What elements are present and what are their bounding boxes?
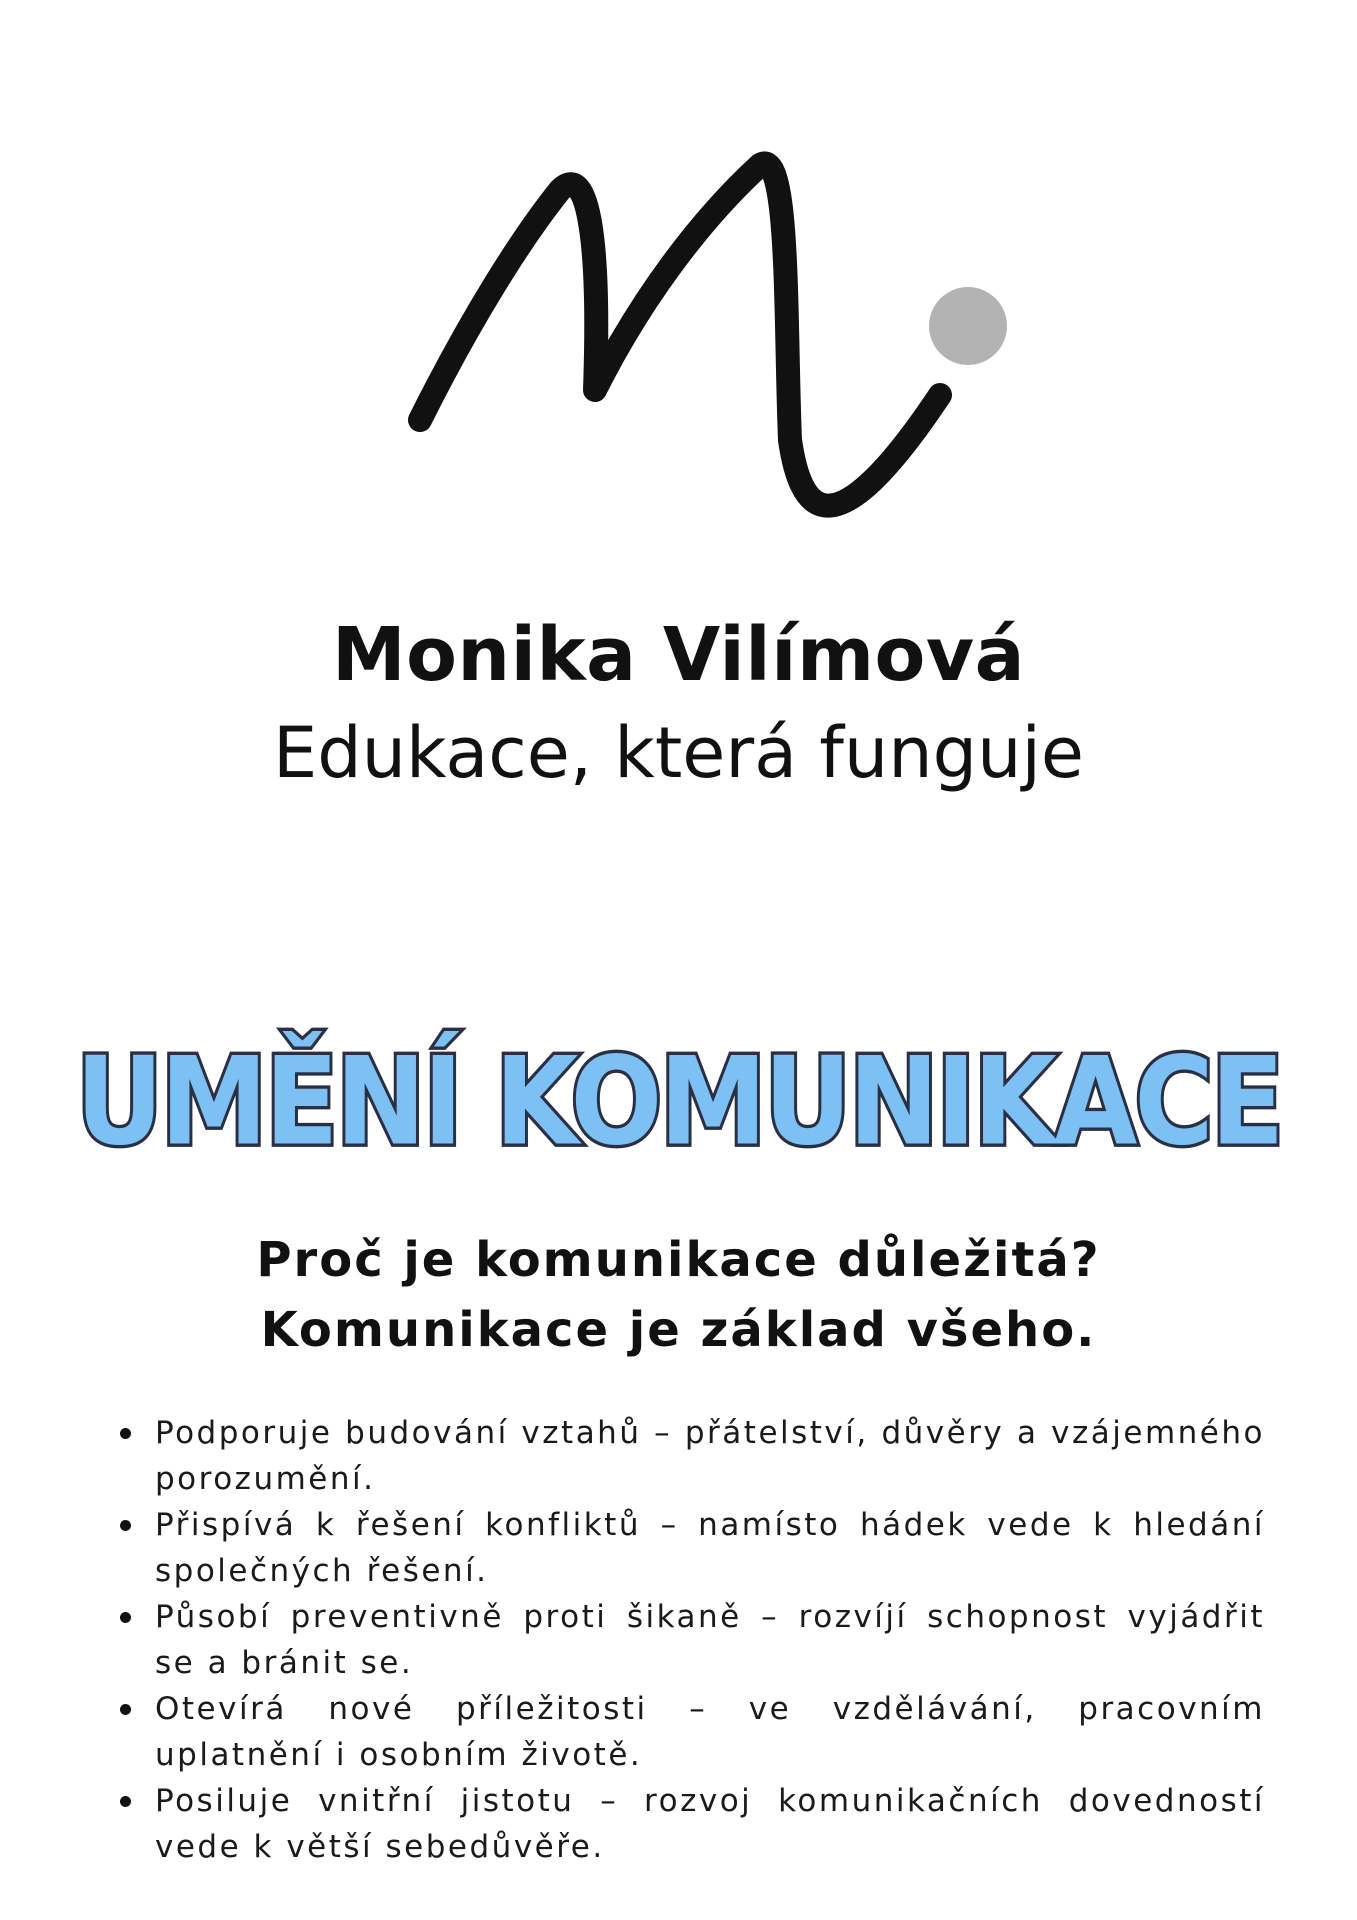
benefits-list	[120, 1410, 1265, 1870]
brand-tagline: Edukace, která funguje	[273, 712, 1084, 794]
answer-heading: Komunikace je základ všeho.	[260, 1302, 1097, 1358]
benefit-item	[120, 1410, 1265, 1502]
benefit-text: Posiluje vnitřní jistotu – rozvoj komunikačních dovedností vede k větší sebedůvěře.	[155, 1783, 1265, 1865]
bullet-icon	[120, 1428, 131, 1439]
benefit-text: Podporuje budování vztahů – přátelství, důvěry a vzájemného porozumění.	[155, 1415, 1265, 1497]
benefit-text: Přispívá k řešení konfliktů – namísto hádek vede k hledání společných řešení.	[155, 1507, 1265, 1589]
poster-title: UMĚNÍ KOMUNIKACE	[75, 1032, 1282, 1173]
bullet-icon	[120, 1520, 131, 1531]
bullet-icon	[120, 1612, 131, 1623]
benefit-text: Působí preventivně proti šikaně – rozvíjí schopnost vyjádřit se a bránit se.	[155, 1599, 1265, 1681]
benefit-item	[120, 1594, 1265, 1686]
benefit-item	[120, 1502, 1265, 1594]
benefit-text: Otevírá nové příležitosti – ve vzdělávání, pracovním uplatnění i osobním životě.	[155, 1691, 1265, 1773]
benefit-item	[120, 1686, 1265, 1778]
logo-m-stroke	[420, 163, 940, 505]
bullet-icon	[120, 1704, 131, 1715]
benefit-item	[120, 1778, 1265, 1870]
question-heading: Proč je komunikace důležitá?	[256, 1232, 1101, 1288]
brand-name: Monika Vilímová	[331, 612, 1026, 698]
bullet-icon	[120, 1796, 131, 1807]
logo-dot	[929, 287, 1007, 365]
